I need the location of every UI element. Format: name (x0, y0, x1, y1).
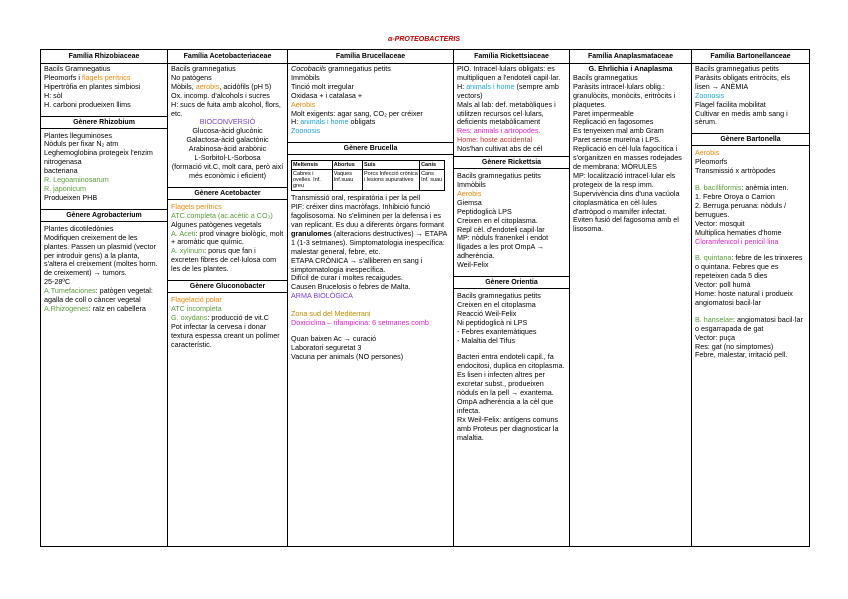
table-header: Meltensis (292, 161, 333, 170)
header-acetobacteriaceae: Família Acetobacteriaceae (168, 50, 287, 64)
text-line: - Malaltia del Tifus (457, 335, 515, 345)
text-line: Vector: poll humà (695, 280, 751, 290)
text-line: MP: nòduls franenkel i endot lligades a les prot OmpA → adherència. (457, 233, 549, 261)
text-line: Creixen en el citoplasma (457, 299, 536, 309)
text-line: Nòduls per fixar N₂ atm (44, 139, 119, 149)
text-line: Algunes patògenes vegetals (171, 219, 262, 229)
highlight-text: Cloramfenicol i penicil·lina (695, 236, 779, 246)
text-line: Transmissió x artròpodes (695, 166, 776, 176)
text-line: Quan baixen Ac → curació (291, 333, 377, 343)
text-line: : raïz en cabellera (88, 303, 146, 313)
text-line: Weil-Felix (457, 260, 489, 270)
subheader-brucella: Gènere Brucella (288, 142, 453, 155)
table-cell: Cans Inf. suau (420, 170, 445, 191)
header-rickettsiaceae: Família Rickettsiaceae (454, 50, 569, 64)
text-line: : febre de les trinxeres o quintana. Febres que es repeteixen cada 5 dies (695, 253, 803, 281)
text-line: L-Sorbitol-L-Sorbosa (194, 153, 261, 163)
text-line: Paret impermeable (573, 108, 634, 118)
text-line: Giemsa (457, 197, 482, 207)
header-brucellaceae: Família Brucellaceae (288, 50, 453, 64)
table-header: Abortus (332, 161, 362, 170)
text-line: : porus que fan i excreten fibres de cel·lulosa com les de les plantes. (171, 246, 277, 274)
highlight-text: flagels perítrics (81, 72, 131, 82)
species-name: R. japonicum (44, 183, 86, 193)
header-bartonellanceae: Família Bartonellanceae (692, 50, 809, 64)
text-line: Peptidoglicà LPS (457, 206, 512, 216)
table-header: Suis (362, 161, 419, 170)
text-line: Vacuna per animals (NO persones) (291, 351, 404, 361)
text-line: Replicació en cèl·lula fagocítica i s'organitzen en masses rodejades de membrana: MÒRULES (573, 144, 682, 171)
species-name: B. hanselae (695, 314, 733, 324)
highlight-text: Doxiciclina – rifampicina: 6 setmanes comb (291, 318, 429, 328)
text-line: : anèmia inten. (741, 183, 789, 193)
subheader-ehrlichia-anaplasma: G. Ehrlichia i Anaplasma (588, 64, 673, 73)
species-name: A. xylinum (171, 246, 205, 256)
text-line: Galactosa-àcid galactònic (186, 135, 269, 145)
text-line: Bacils gramnegatius petits (695, 64, 779, 73)
text-line: - Febres exantemàtiques (457, 326, 537, 336)
text-line: Cocobacils (291, 64, 327, 73)
family-table (40, 49, 810, 547)
text-line: Plantes dicotiledònies (44, 223, 114, 233)
highlight-text: Aerobis (291, 99, 316, 109)
table-cell: Vaques Inf.suau (332, 170, 362, 191)
text-line: Eviten fusió del fagosoma amb el lisosoma. (573, 215, 679, 234)
text-line: Paret sense mureïna i LPS. (573, 135, 661, 145)
text-line: Arabinosa-àcid arabònic (188, 144, 267, 154)
highlight-text: aerobis (195, 81, 220, 91)
highlight-text: ATC completa (ac.acètic a CO₂) (171, 210, 273, 220)
text-line: H. carboni produeixen llims (44, 99, 131, 109)
text-line: Vector: mosquit (695, 218, 745, 228)
text-line: Hipertròfia en plantes simbiosi (44, 81, 141, 91)
highlight-text: ARMA BIOLÒGICA (291, 291, 353, 301)
text-line: Bacils Gramnegatius (44, 64, 111, 73)
text-line: H: sucs de fuita amb alcohol, flors, etc. (171, 99, 281, 118)
text-line: Multiplica hematies d'home (695, 227, 782, 237)
text-line: , acidòfils (pH 5) (219, 81, 272, 91)
text-line: 1. Febre Oroya o Carrion (695, 191, 775, 201)
text-line: MP: localització intracel·lular els protegeix de la resp imm. Supervivència dins d'una vacúola citoplasmàtica en cèl·lules d'artròpod o mamífer infectat. (573, 170, 680, 216)
column-anaplasmataceae (570, 50, 692, 546)
text-line: Immòbils (291, 72, 320, 82)
subheader-acetobacter: Gènere Acetobacter (168, 187, 287, 200)
highlight-text: Res: animals i artròpodes. (457, 126, 541, 136)
text-line: : patògen vegetal: agalla de coll o càncer vegetal (44, 286, 153, 305)
text-line: Modifiquen creixement de les plantes. Passen un plasmid (vector per introduir gens) a la planta, s'altera el creixement (moltes horm. de creixement) → tumors. (44, 232, 158, 278)
subheader-bartonella: Gènere Bartonella (692, 133, 809, 146)
header-anaplasmataceae: Família Anaplasmataceae (570, 50, 691, 64)
species-name: R. Legoaminosarum (44, 175, 109, 185)
text-line: H: sòl (44, 90, 63, 100)
text-line: Febre, malestar, irritació pell. (695, 350, 788, 360)
text-line: Home: hoste natural i produeix angiomatosi bacil·lar (695, 289, 793, 307)
text-line: Nos'han cultivat abs de cél (457, 144, 543, 154)
column-rhizobiaceae (41, 50, 168, 546)
highlight-text: ATC incompleta (171, 303, 222, 313)
text-line: Es tenyeixen mal amb Gram (573, 126, 664, 136)
subheader-rhizobium: Gènere Rhizobium (41, 116, 167, 129)
text-line: Pleomorfs i (44, 72, 82, 82)
text-line: Bacils gramnegatius (573, 72, 638, 82)
species-table (291, 160, 445, 191)
text-line: Replicació en fagosomes (573, 117, 654, 127)
text-line: obligats (348, 117, 376, 127)
text-line: 25-28ºC (44, 277, 71, 287)
highlight-text: Flagelació polar (171, 295, 222, 305)
species-name: B. quintana (695, 253, 732, 263)
species-name: A.Rhizogenes (44, 303, 89, 313)
text-line: H: (457, 81, 467, 91)
text-line: No patògens (171, 72, 212, 82)
header-rhizobiaceae: Família Rhizobiaceae (41, 50, 167, 64)
subheader-agrobacterium: Gènere Agrobacterium (41, 209, 167, 222)
text-line: Produeixen PHB (44, 192, 98, 202)
text-line: Vector: puça (695, 332, 735, 342)
page-title: α-PROTEOBACTERIS (387, 36, 460, 43)
text-line: gramnegatius petits (326, 64, 391, 73)
subheader-orientia: Gènere Orientia (454, 276, 569, 289)
text-line: Bacils gramnegatius petits (457, 291, 541, 301)
highlight-text: Zoonosis (291, 126, 321, 136)
text-line: 2. Berruga peruana: nòduls / berrugues. (695, 200, 787, 219)
subheader-gluconobacter: Gènere Gluconobacter (168, 280, 287, 293)
text-line: bacteriana (44, 166, 78, 176)
text-line: Difícil de curar i moltes recaigudes. (291, 273, 403, 283)
text-line: Immòbils (457, 179, 486, 189)
text-line: Res: gat (no simptomes) (695, 341, 774, 351)
subheader-rickettsia: Gènere Rickettsia (454, 156, 569, 169)
text-line: granulomes (291, 228, 332, 238)
highlight-text: Zona sud del Mediterrani (291, 309, 371, 319)
text-line: ETAPA CRÒNICA → s'alliberen en sang i simptomatologia inespecífica. (291, 255, 423, 274)
text-line: (alteracions destructives) → ETAPA 1 (1-3 setmanes). Simptomatologia inespecífica: malestar general, febre, etc. (291, 228, 447, 256)
text-line: PIO. Intracel·lulars obligats: es multipliquen a l'endoteli capil·lar. (457, 64, 561, 82)
highlight-text: Zoonosis (695, 90, 725, 100)
text-line: Plantes lleguminoses (44, 130, 112, 140)
text-line: Bacils gramnegatius (171, 64, 236, 73)
text-line: Glucosa-àcid glucònic (192, 126, 263, 136)
species-name: B. bacilliformis (695, 183, 742, 193)
text-line: : prod vinagre biològic, molt + aromàtic que químic. (171, 228, 284, 247)
column-rickettsiaceae (454, 50, 570, 546)
column-bartonellanceae (692, 50, 809, 546)
text-line: Mals al lab: def. metabòliques i utilitzen recursos cel·lulars, deficients metabòlicament (457, 99, 556, 127)
text-line: Reacció Weil-Felix (457, 308, 517, 318)
column-acetobacteriaceae (168, 50, 288, 546)
text-line: Paràsits obligats eritròcits, els lisen → ANÈMIA (695, 72, 791, 91)
text-line: H: (291, 117, 301, 127)
text-line: PIF: créixer dins macròfags. Inhibició funció fagolisosoma. No s'eliminen per la defensa i es van replicant. Es duu a diferents òrgans formant (291, 202, 445, 229)
section-label: BIOCONVERSIÓ (199, 117, 256, 127)
text-line: : angiomatosi bacil·lar o esgarrapada de gat (695, 314, 803, 333)
text-line: Cultivar en medis amb sang i sèrum. (695, 108, 788, 127)
text-line: Bacils gramnegatius petits (457, 171, 541, 181)
table-cell: Porcs Infecció crònica i lesions supuratives (362, 170, 419, 191)
species-name: A.Tumefaciones (44, 286, 96, 296)
text-line: Flagel facilita mobilitat (695, 99, 766, 109)
table-cell: Cabres i ovelles. Inf. greu (292, 170, 333, 191)
text-line: Repl cèl. d'endoteli capil·lar (457, 224, 545, 234)
text-line: Ni peptidoglicà ni LPS (457, 317, 528, 327)
text-line: Paràsits intracel·lulars oblig.: granulòcits, monòcits, eritròcits i plaquetes. (573, 81, 676, 109)
highlight-text: animals i home (300, 117, 349, 127)
text-line: Tinció molt irregular (291, 81, 354, 91)
text-line: Rx Weil-Felix: antígens comuns amb Proteus per diagnosticar la malaltia. (457, 414, 559, 442)
text-line: Pleomorfs (695, 157, 728, 167)
highlight-text: Aerobis (695, 148, 720, 158)
text-line: Molt exigents: agar sang, CO₂ per créixer (291, 108, 423, 118)
column-brucellaceae (288, 50, 454, 546)
highlight-text: Aerobis (457, 188, 482, 198)
text-line: Bacteri entra endoteli capil., fa endocitosi, duplica en citoplasma. Es lisen i infecten altres per excretar subst., produeixen nòduls en la pell → exantema. OmpA adherència a la cèl que infecta. (457, 352, 565, 415)
text-line: (formació vit.C, molt cara, però així més econòmic i eficient) (171, 161, 284, 180)
text-line: Mòbils, (171, 81, 196, 91)
text-line: Oxidasa + i catalasa + (291, 90, 363, 100)
highlight-text: Home: hoste accidental (457, 135, 533, 145)
species-name: A. Aceti (171, 228, 196, 238)
text-line: : producció de vit.C (207, 312, 269, 322)
species-name: G. oxydans (171, 312, 208, 322)
text-line: Ox. incomp. d'alcohols i sucres (171, 90, 270, 100)
text-line: Creixen en el citoplasma. (457, 215, 538, 225)
highlight-text: Flagels perítrics (171, 201, 222, 211)
text-line: Laboratori seguretat 3 (291, 342, 362, 352)
text-line: Leghemoglobina protegeix l'enzim nitrogenasa (44, 148, 153, 167)
text-line: Pot infectar la cervesa i donar textura espessa creant un polímer característic. (171, 321, 280, 349)
text-line: Transmissió oral, respiratòria i per la pell (291, 193, 421, 203)
highlight-text: animals i home (466, 81, 515, 91)
table-header: Canis (420, 161, 445, 170)
text-line: Causen Brucelosis o febres de Malta. (291, 282, 411, 292)
text-line: (sempre amb vectors) (457, 81, 559, 100)
